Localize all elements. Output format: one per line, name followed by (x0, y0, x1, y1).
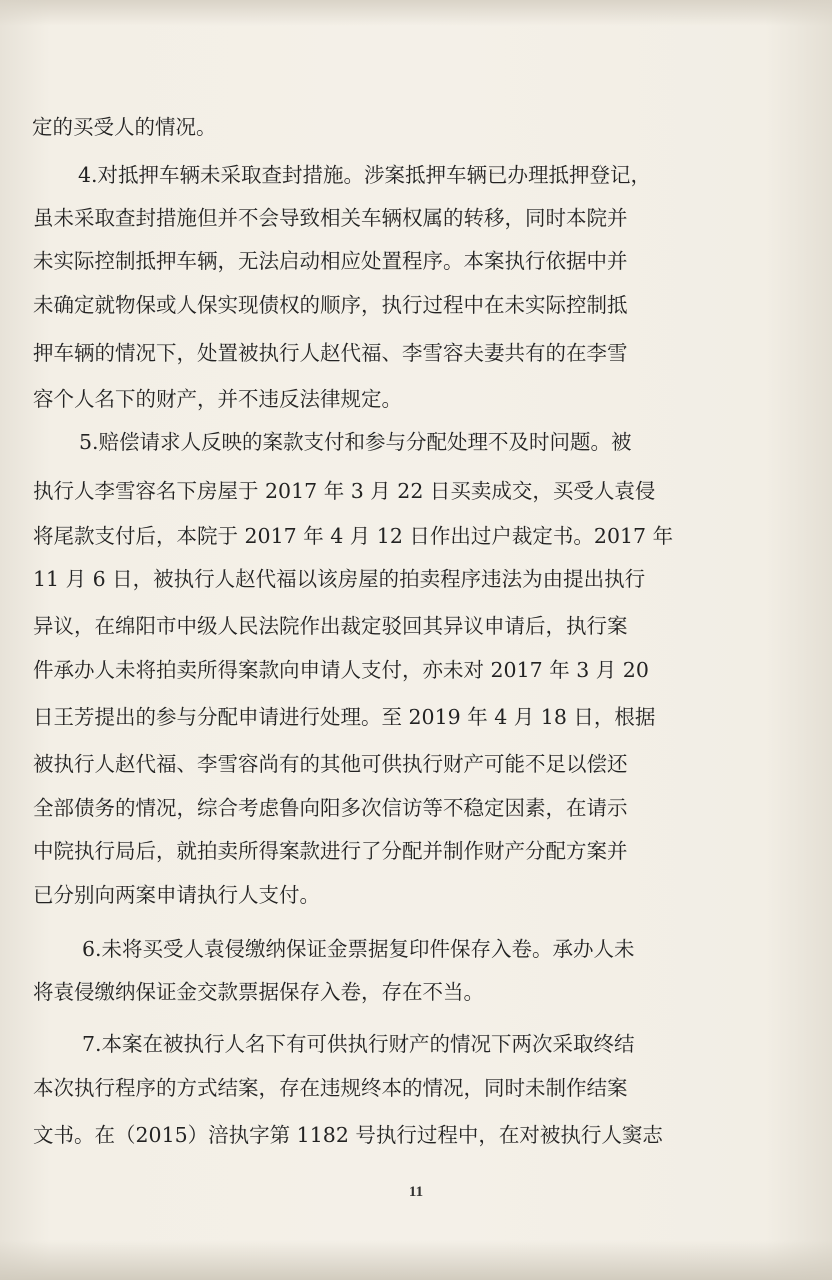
text-line: 容个人名下的财产，并不违反法律规定。 (33, 387, 402, 411)
text-line: 将袁侵缴纳保证金交款票据保存入卷，存在不当。 (33, 980, 484, 1004)
text-line: 件承办人未将拍卖所得案款向申请人支付，亦未对 2017 年 3 月 20 (33, 658, 649, 682)
text-line: 本次执行程序的方式结案，存在违规终本的情况，同时未制作结案 (33, 1076, 628, 1100)
text-line: 7.本案在被执行人名下有可供执行财产的情况下两次采取终结 (82, 1032, 635, 1056)
text-line: 被执行人赵代福、李雪容尚有的其他可供执行财产可能不足以偿还 (33, 752, 628, 776)
text-line: 全部债务的情况，综合考虑鲁向阳多次信访等不稳定因素，在请示 (33, 796, 628, 820)
text-line: 4.对抵押车辆未采取查封措施。涉案抵押车辆已办理抵押登记， (78, 163, 652, 187)
text-line: 5.赔偿请求人反映的案款支付和参与分配处理不及时问题。被 (79, 430, 632, 454)
text-line: 异议，在绵阳市中级人民法院作出裁定驳回其异议申请后，执行案 (33, 614, 628, 638)
text-line: 定的买受人的情况。 (32, 115, 217, 139)
text-line: 已分别向两案申请执行人支付。 (33, 883, 320, 907)
page-edge-shadow-bottom (0, 1240, 832, 1280)
text-line: 文书。在（2015）涪执字第 1182 号执行过程中，在对被执行人窦志 (33, 1123, 663, 1147)
text-line: 将尾款支付后，本院于 2017 年 4 月 12 日作出过户裁定书。2017 年 (33, 524, 674, 548)
text-line: 虽未采取查封措施但并不会导致相关车辆权属的转移，同时本院并 (33, 206, 628, 230)
text-line: 日王芳提出的参与分配申请进行处理。至 2019 年 4 月 18 日，根据 (33, 705, 656, 729)
text-line: 6.未将买受人袁侵缴纳保证金票据复印件保存入卷。承办人未 (82, 937, 635, 961)
page-number: 11 (408, 1184, 424, 1200)
text-line: 中院执行局后，就拍卖所得案款进行了分配并制作财产分配方案并 (33, 839, 628, 863)
text-line: 未实际控制抵押车辆，无法启动相应处置程序。本案执行依据中并 (33, 249, 628, 273)
text-line: 11 月 6 日，被执行人赵代福以该房屋的拍卖程序违法为由提出执行 (33, 567, 646, 591)
text-line: 押车辆的情况下，处置被执行人赵代福、李雪容夫妻共有的在李雪 (33, 341, 628, 365)
text-line: 执行人李雪容名下房屋于 2017 年 3 月 22 日买卖成交，买受人袁侵 (33, 479, 656, 503)
text-line: 未确定就物保或人保实现债权的顺序，执行过程中在未实际控制抵 (33, 293, 628, 317)
page-edge-shadow-top (0, 0, 832, 26)
